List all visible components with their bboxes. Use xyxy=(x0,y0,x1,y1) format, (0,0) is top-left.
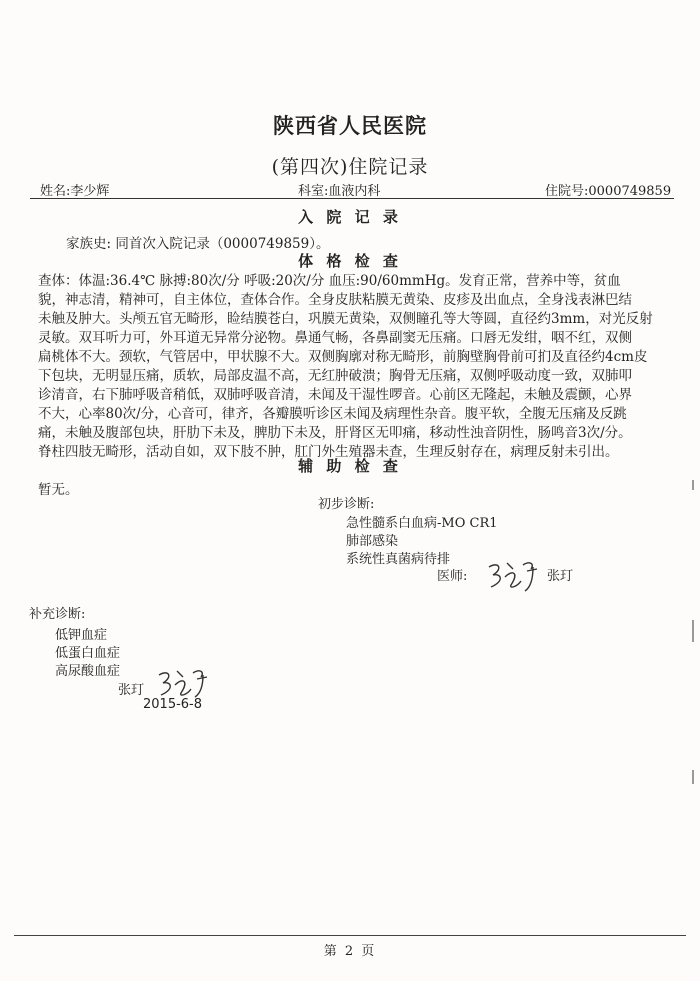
patient-name: 姓名:李少辉 xyxy=(40,184,110,199)
diagnosis-item: 急性髓系白血病-MO CR1 xyxy=(346,516,498,531)
footer-divider xyxy=(14,935,686,936)
exam-line: 未触及肿大。头颅五官无畸形，睑结膜苍白，巩膜无黄染，双侧瞳孔等大等圆，直径约3mm，对光反射 xyxy=(38,311,653,327)
header-divider xyxy=(30,198,674,199)
supplementary-item: 高尿酸血症 xyxy=(55,664,121,679)
physical-exam-heading: 体 格 检 查 xyxy=(298,252,402,270)
exam-line: 诊清音，右下肺呼吸音稍低，双肺呼吸音清，未闻及干湿性啰音。心前区无隆起，未触及震颤，心界 xyxy=(38,387,632,403)
auxiliary-exam-content: 暂无。 xyxy=(38,482,79,498)
doctor-name: 张玎 xyxy=(547,569,574,584)
supplementary-signature xyxy=(155,665,213,701)
page-number: 第 2 页 xyxy=(323,944,377,959)
scan-edge-mark xyxy=(692,620,694,642)
exam-line: 脊柱四肢无畸形，活动自如，双下肢不肿，肛门外生殖器未查，生理反射存在，病理反射未引出。 xyxy=(38,444,619,460)
scan-edge-mark xyxy=(692,480,694,490)
preliminary-diagnosis-label: 初步诊断: xyxy=(318,497,375,512)
scan-edge-mark xyxy=(692,770,694,784)
hospital-name: 陕西省人民医院 xyxy=(273,113,427,138)
admission-heading: 入 院 记 录 xyxy=(298,208,402,226)
inpatient-number: 住院号:0000749859 xyxy=(545,184,672,199)
exam-line: 貌，神志清，精神可，自主体位，查体合作。全身皮肤粘膜无黄染、皮疹及出血点，全身浅表淋巴结 xyxy=(38,292,632,308)
supplementary-item: 低蛋白血症 xyxy=(55,646,121,661)
department: 科室:血液内科 xyxy=(298,184,381,199)
family-history: 家族史: 同首次入院记录（0000749859）。 xyxy=(66,236,330,252)
exam-line: 扁桃体不大。颈软，气管居中，甲状腺不大。双侧胸廓对称无畸形，前胸壁胸骨前可扪及直径约4cm皮 xyxy=(38,349,648,365)
record-title: (第四次)住院记录 xyxy=(271,156,429,178)
exam-line: 不大，心率80次/分，心音可，律齐，各瓣膜听诊区未闻及病理性杂音。腹平软，全腹无压痛及反跳 xyxy=(38,406,627,422)
supplementary-date: 2015-6-8 xyxy=(143,697,203,712)
supplementary-signer: 张玎 xyxy=(118,683,145,698)
supplementary-item: 低钾血症 xyxy=(55,628,108,643)
diagnosis-item: 肺部感染 xyxy=(346,534,399,549)
supplementary-diagnosis-label: 补充诊断: xyxy=(29,607,86,622)
doctor-label: 医师: xyxy=(437,569,468,584)
exam-line: 下包块，无明显压痛，质软，局部皮温不高，无红肿破溃；胸骨无压痛，双侧呼吸动度一致，双肺叩 xyxy=(38,368,632,384)
exam-line: 灵敏。双耳听力可，外耳道无异常分泌物。鼻通气畅，各鼻副窦无压痛。口唇无发绀，咽不红，双侧 xyxy=(38,330,632,346)
auxiliary-exam-heading: 辅 助 检 查 xyxy=(298,457,402,475)
exam-line: 痛，未触及腹部包块，肝肋下未及，脾肋下未及，肝肾区无叩痛，移动性浊音阴性，肠鸣音3次/分。 xyxy=(38,425,632,441)
diagnosis-item: 系统性真菌病待排 xyxy=(346,552,451,567)
exam-line: 查体：体温:36.4℃ 脉搏:80次/分 呼吸:20次/分 血压:90/60mmHg。发育正常，营养中等，贫血 xyxy=(38,273,621,289)
doctor-signature xyxy=(485,555,543,595)
